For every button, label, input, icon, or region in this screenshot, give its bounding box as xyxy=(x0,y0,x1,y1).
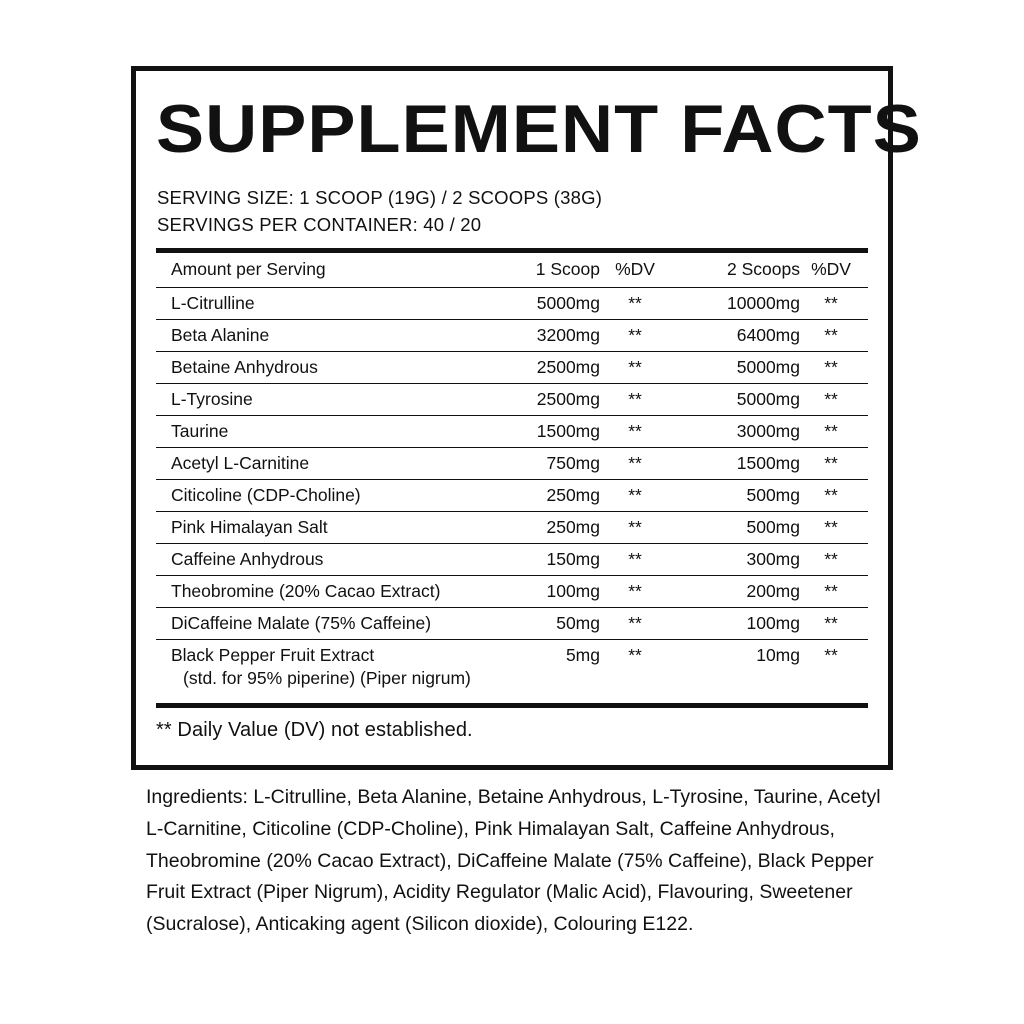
ingredient-name xyxy=(156,575,480,607)
table-row xyxy=(156,511,868,543)
table-row xyxy=(156,288,868,320)
ingredient-name xyxy=(156,319,480,351)
ingredient-name-text: Caffeine Anhydrous xyxy=(171,548,324,569)
ingredient-amount-2-scoops: 200mg xyxy=(746,580,800,601)
ingredient-amount-1-scoop: 3200mg xyxy=(536,324,600,345)
ingredient-dv-1-scoop: ** xyxy=(628,644,642,665)
ingredient-dv-1-scoop: ** xyxy=(628,580,642,601)
ingredient-name-text: Black Pepper Fruit Extract xyxy=(171,644,375,665)
serving-info xyxy=(157,185,870,239)
ingredient-dv-2-scoops: ** xyxy=(824,484,838,505)
ingredient-amount-1-scoop: 250mg xyxy=(546,484,600,505)
ingredient-amount-2-scoops: 300mg xyxy=(746,548,800,569)
column-header-dv1: %DV xyxy=(615,258,655,279)
ingredient-dv-2-scoops: ** xyxy=(824,548,838,569)
column-header-scoop1: 1 Scoop xyxy=(535,258,600,279)
ingredient-amount-2-scoops: 3000mg xyxy=(736,420,800,441)
ingredient-amount-1-scoop: 750mg xyxy=(546,452,600,473)
ingredient-name-text: Citicoline (CDP-Choline) xyxy=(171,484,361,505)
table-row xyxy=(156,383,868,415)
page-title: SUPPLEMENT FACTS xyxy=(156,91,922,167)
serving-size-label: SERVING SIZE: xyxy=(157,187,294,208)
ingredient-amount-2-scoops: 5000mg xyxy=(736,356,800,377)
ingredient-dv-2-scoops: ** xyxy=(824,644,838,665)
nutrition-table-body xyxy=(156,288,868,694)
table-row xyxy=(156,575,868,607)
divider-bottom-thick xyxy=(156,703,868,708)
nutrition-table-head xyxy=(156,253,868,287)
servings-per-container-value: 40 / 20 xyxy=(423,213,482,235)
ingredient-name xyxy=(156,607,480,639)
ingredient-dv-1-scoop: ** xyxy=(628,484,642,505)
ingredient-dv-1-scoop: ** xyxy=(628,548,642,569)
supplement-facts-panel xyxy=(131,66,922,770)
ingredient-dv-2-scoops: ** xyxy=(824,516,838,537)
ingredient-name xyxy=(156,351,480,383)
table-header-row xyxy=(156,253,868,287)
table-row xyxy=(156,319,868,351)
ingredient-name xyxy=(156,543,480,575)
daily-value-footnote: ** Daily Value (DV) not established. xyxy=(156,718,473,741)
ingredient-amount-1-scoop: 2500mg xyxy=(536,356,600,377)
ingredient-dv-2-scoops: ** xyxy=(824,420,838,441)
ingredient-name-text: Betaine Anhydrous xyxy=(171,356,318,377)
ingredient-dv-1-scoop: ** xyxy=(628,292,642,313)
ingredient-amount-2-scoops: 100mg xyxy=(746,612,800,633)
ingredient-dv-1-scoop: ** xyxy=(628,452,642,473)
table-row xyxy=(156,607,868,639)
ingredient-name xyxy=(156,511,480,543)
table-row xyxy=(156,351,868,383)
ingredient-dv-1-scoop: ** xyxy=(628,516,642,537)
ingredient-amount-1-scoop: 1500mg xyxy=(536,420,600,441)
ingredient-name xyxy=(156,479,480,511)
table-row xyxy=(156,543,868,575)
serving-size-value: 1 SCOOP (19G) / 2 SCOOPS (38G) xyxy=(299,187,603,208)
ingredient-name-text: L-Tyrosine xyxy=(171,388,253,409)
ingredient-dv-2-scoops: ** xyxy=(824,388,838,409)
ingredient-name xyxy=(156,639,480,694)
servings-per-container-line xyxy=(157,212,870,239)
serving-size-line xyxy=(157,185,870,212)
ingredient-amount-2-scoops: 5000mg xyxy=(736,388,800,409)
ingredient-amount-2-scoops: 1500mg xyxy=(736,452,800,473)
ingredient-dv-2-scoops: ** xyxy=(824,292,838,313)
nutrition-table xyxy=(156,253,868,287)
table-row xyxy=(156,639,868,694)
ingredient-amount-2-scoops: 500mg xyxy=(746,484,800,505)
ingredient-name xyxy=(156,383,480,415)
ingredient-amount-2-scoops: 10000mg xyxy=(727,292,800,313)
ingredient-name xyxy=(156,447,480,479)
ingredient-amount-2-scoops: 10mg xyxy=(756,644,800,665)
ingredient-name-text: Acetyl L-Carnitine xyxy=(171,452,310,473)
ingredient-name-text: DiCaffeine Malate (75% Caffeine) xyxy=(171,612,432,633)
ingredient-amount-1-scoop: 150mg xyxy=(546,548,600,569)
ingredient-dv-2-scoops: ** xyxy=(824,324,838,345)
column-header-amount-per-serving: Amount per Serving xyxy=(171,258,326,279)
ingredient-amount-2-scoops: 6400mg xyxy=(736,324,800,345)
ingredient-dv-2-scoops: ** xyxy=(824,580,838,601)
ingredient-dv-1-scoop: ** xyxy=(628,388,642,409)
ingredient-dv-1-scoop: ** xyxy=(628,356,642,377)
ingredient-name-text: L-Citrulline xyxy=(171,292,255,313)
ingredient-amount-1-scoop: 100mg xyxy=(546,580,600,601)
column-header-scoop2: 2 Scoops xyxy=(727,258,800,279)
ingredient-amount-1-scoop: 250mg xyxy=(546,516,600,537)
ingredient-amount-1-scoop: 5mg xyxy=(565,644,600,665)
ingredient-name-text: Beta Alanine xyxy=(171,324,270,345)
ingredient-dv-1-scoop: ** xyxy=(628,420,642,441)
nutrition-table-body-wrapper xyxy=(156,288,868,694)
table-row xyxy=(156,479,868,511)
ingredient-amount-1-scoop: 50mg xyxy=(556,612,600,633)
ingredient-dv-2-scoops: ** xyxy=(824,356,838,377)
ingredient-name xyxy=(156,415,480,447)
ingredient-amount-1-scoop: 5000mg xyxy=(536,292,600,313)
ingredient-dv-2-scoops: ** xyxy=(824,612,838,633)
ingredients-paragraph: Ingredients: L-Citrulline, Beta Alanine, Betaine Anhydrous, L-Tyrosine, Taurine, Acetyl L-Carnitine, Citicoline (CDP-Choline), Pink Himalayan Salt, Caffeine Anhydrous, Theobromine (20% Cacao Extract), DiCaffeine Malate (75% Caffeine), Black Pepper Fruit Extract (Piper Nigrum), Acidity Regulator (Malic Acid), Flavouring, Sweetener (Sucralose), Anticaking agent (Silicon dioxide), Colouring E122. xyxy=(146,786,881,936)
ingredient-amount-2-scoops: 500mg xyxy=(746,516,800,537)
table-row xyxy=(156,415,868,447)
ingredient-dv-1-scoop: ** xyxy=(628,612,642,633)
ingredient-name-subtext: (std. for 95% piperine) (Piper nigrum) xyxy=(183,667,471,688)
ingredient-dv-1-scoop: ** xyxy=(628,324,642,345)
ingredient-name-text: Pink Himalayan Salt xyxy=(171,516,328,537)
table-row xyxy=(156,447,868,479)
ingredient-dv-2-scoops: ** xyxy=(824,452,838,473)
ingredient-name-text: Taurine xyxy=(171,420,229,441)
ingredient-amount-1-scoop: 2500mg xyxy=(536,388,600,409)
ingredient-name-text: Theobromine (20% Cacao Extract) xyxy=(171,580,441,601)
servings-per-container-label: SERVINGS PER CONTAINER: xyxy=(157,213,418,235)
column-header-dv2: %DV xyxy=(811,258,851,279)
ingredient-name xyxy=(156,288,480,320)
